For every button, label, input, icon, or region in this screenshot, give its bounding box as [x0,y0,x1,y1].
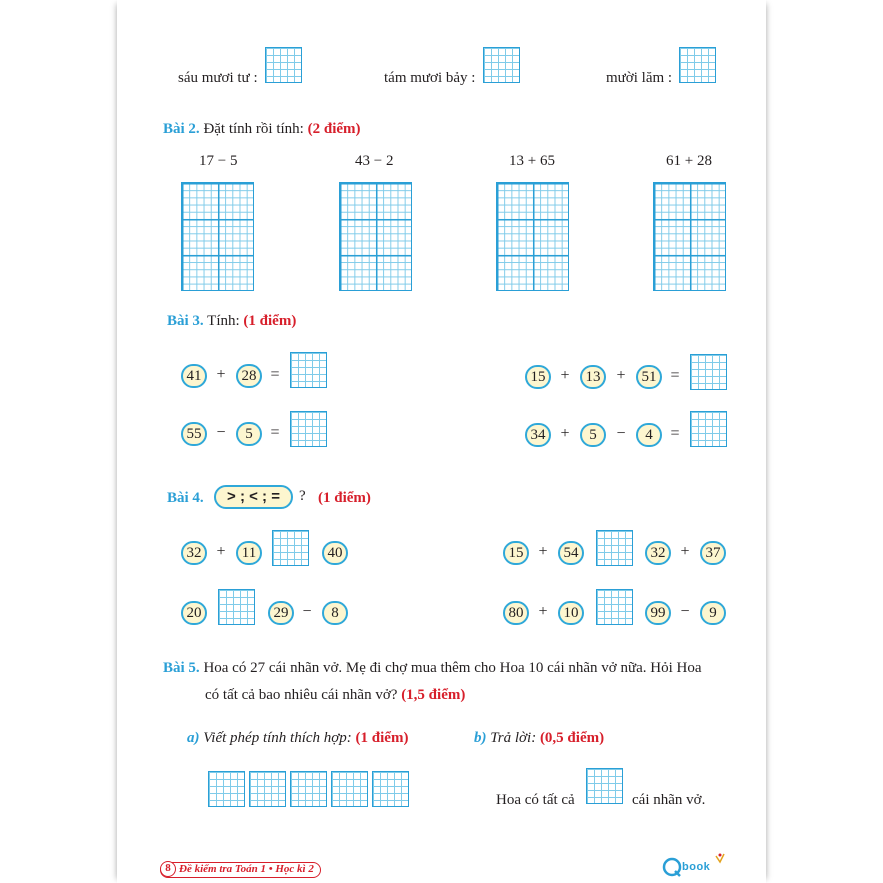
number-bubble: 5 [580,423,606,447]
equals-sign: = [270,424,280,441]
number-bubble: 9 [700,601,726,625]
worksheet-page [117,0,766,883]
equals-sign: = [270,366,280,383]
number-bubble: 11 [236,541,262,565]
operator: − [302,603,312,620]
bai2-work-grid-2[interactable] [339,182,412,291]
number-bubble: 32 [181,541,207,565]
equation-box-1[interactable] [208,771,245,807]
number-bubble: 55 [181,422,207,446]
bai3-heading [167,313,296,330]
logo-text: book [682,861,711,873]
bai4-compare-box-3[interactable] [596,530,633,566]
bai3-answer-box-2[interactable] [290,411,327,447]
equation-box-4[interactable] [331,771,368,807]
number-bubble: 15 [503,541,529,565]
operator: + [538,543,548,560]
number-bubble: 4 [636,423,662,447]
comparison-signs-box: > ; < ; = [214,485,293,509]
part-b-label: b) [474,730,487,746]
bai2-points: (2 điểm) [307,121,361,137]
bai5-title: Bài 5. [163,660,200,676]
equation-box-3[interactable] [290,771,327,807]
bai4-compare-box-4[interactable] [596,589,633,625]
question-mark: ? [299,488,306,504]
number-bubble: 28 [236,364,262,388]
bai2-problem-2: 43 − 2 [355,153,394,169]
publisher-logo [662,852,732,878]
number-bubble: 15 [525,365,551,389]
part-b-text: Trả lời: [490,730,537,746]
number-bubble: 5 [236,422,262,446]
number-bubble: 13 [580,365,606,389]
equals-sign: = [670,425,680,442]
answer-box[interactable] [586,768,623,804]
answer-text-before: Hoa có tất cả [496,792,575,808]
number-bubble: 80 [503,601,529,625]
bai3-title: Bài 3. [167,313,204,329]
part-a-label: a) [187,730,200,746]
footer-title: Đề kiểm tra Toán 1 • Học kì 2 [179,863,314,875]
equation-box-2[interactable] [249,771,286,807]
operator: − [216,424,226,441]
bai2-text: Đặt tính rồi tính: [203,121,304,137]
answer-text-after: cái nhãn vở. [632,792,706,808]
operator: + [560,425,570,442]
word-label-3: mười lăm : [606,70,673,86]
operator: − [680,603,690,620]
footer-title-pill [160,862,321,878]
bai3-answer-box-4[interactable] [690,411,727,447]
bai5-text-line2: có tất cả bao nhiêu cái nhãn vở? [205,687,398,703]
word-label-1: sáu mươi tư : [178,70,258,86]
bai2-problem-1: 17 − 5 [199,153,238,169]
bai3-text: Tính: [207,313,240,329]
number-bubble: 8 [322,601,348,625]
operator: + [616,367,626,384]
number-bubble: 37 [700,541,726,565]
bai2-problem-4: 61 + 28 [666,153,712,169]
bai5-part-a [187,730,408,747]
operator: − [616,425,626,442]
bai3-points: (1 điểm) [243,313,297,329]
operator: + [216,366,226,383]
answer-box-1[interactable] [265,47,302,83]
bai5-points: (1,5 điểm) [401,687,466,703]
bai4-compare-box-2[interactable] [218,589,255,625]
bai2-title: Bài 2. [163,121,200,137]
operator: + [216,543,226,560]
operator: + [538,603,548,620]
page-number: 8 [160,861,176,877]
bai5-part-b [474,730,604,747]
bai2-work-grid-3[interactable] [496,182,569,291]
bai3-answer-box-3[interactable] [690,354,727,390]
number-bubble: 29 [268,601,294,625]
part-b-points: (0,5 điểm) [539,730,605,746]
bai4-compare-box-1[interactable] [272,530,309,566]
bai5-line2 [205,687,465,704]
bai2-work-grid-4[interactable] [653,182,726,291]
bai2-heading [163,121,361,138]
answer-box-2[interactable] [483,47,520,83]
number-bubble: 40 [322,541,348,565]
part-a-points: (1 điểm) [355,730,409,746]
bai2-work-grid-1[interactable] [181,182,254,291]
equation-box-5[interactable] [372,771,409,807]
bai2-problem-3: 13 + 65 [509,153,555,169]
operator: + [680,543,690,560]
number-bubble: 99 [645,601,671,625]
bai3-answer-box-1[interactable] [290,352,327,388]
answer-box-3[interactable] [679,47,716,83]
word-label-2: tám mươi bảy : [384,70,476,86]
operator: + [560,367,570,384]
number-bubble: 10 [558,601,584,625]
number-bubble: 20 [181,601,207,625]
number-bubble: 34 [525,423,551,447]
number-bubble: 54 [558,541,584,565]
bai5-text-line1: Hoa có 27 cái nhãn vở. Mẹ đi chợ mua thêm cho Hoa 10 cái nhãn vở nữa. Hỏi Hoa [203,660,702,676]
number-bubble: 51 [636,365,662,389]
equals-sign: = [670,367,680,384]
bai4-title: Bài 4. [167,490,204,506]
part-a-text: Viết phép tính thích hợp: [203,730,352,746]
bai4-points: (1 điểm) [318,490,371,506]
number-bubble: 41 [181,364,207,388]
bai5-line1 [163,660,701,677]
number-bubble: 32 [645,541,671,565]
